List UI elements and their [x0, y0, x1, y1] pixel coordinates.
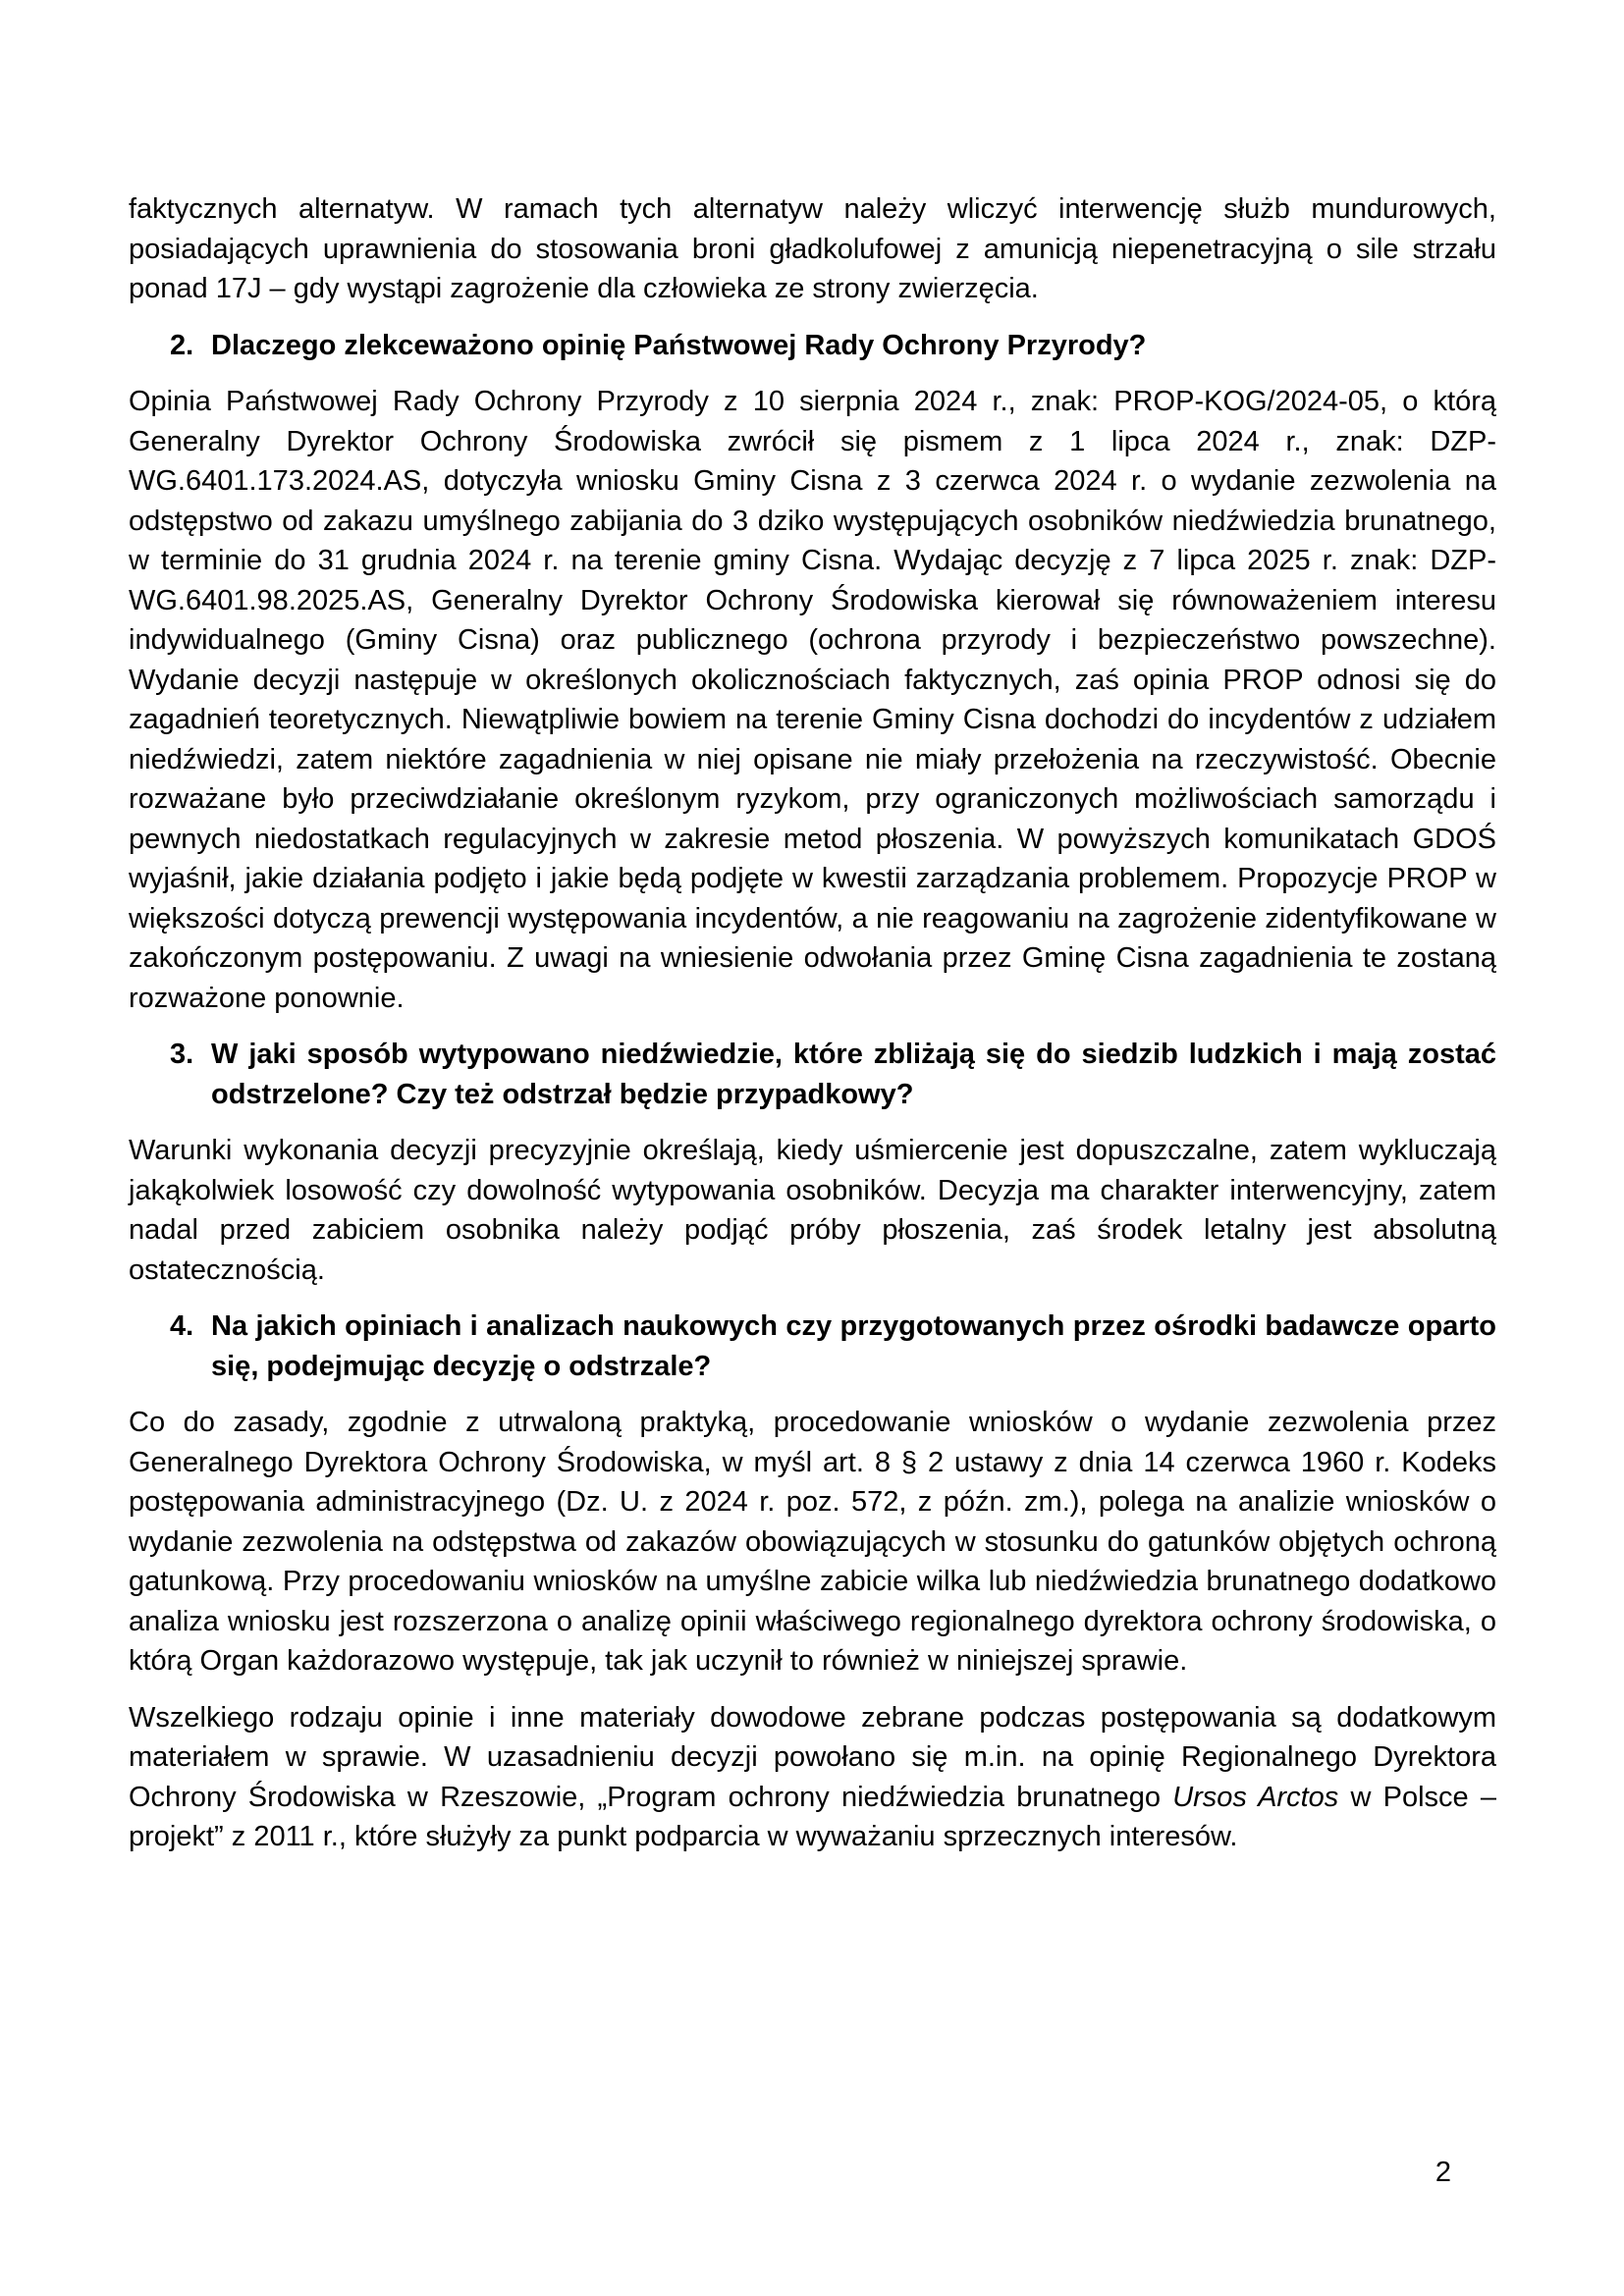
question-3-heading	[129, 1035, 1496, 1114]
answer-4-paragraph-2-after-italic: w Polsce – projekt” z 2011 r., które służyły za punkt podparcia w wyważaniu sprzecznych interesów.	[129, 1781, 1496, 1852]
question-2-number: 2.	[170, 329, 194, 361]
question-3-text: W jaki sposób wytypowano niedźwiedzie, które zbliżają się do siedzib ludzkich i mają zostać odstrzelone? Czy też odstrzał będzie przypadkowy?	[211, 1039, 1496, 1110]
question-2-text: Dlaczego zlekceważono opinię Państwowej Rady Ochrony Przyrody?	[211, 329, 1147, 361]
answer-4-paragraph-2-latin-species-name: Ursos Arctos	[1172, 1781, 1339, 1813]
question-4-heading	[129, 1307, 1496, 1386]
question-4-number: 4.	[170, 1310, 194, 1342]
answer-3-paragraph: Warunki wykonania decyzji precyzyjnie określają, kiedy uśmiercenie jest dopuszczalne, zatem wykluczają jakąkolwiek losowość czy dowolność wytypowania osobników. Decyzja ma charakter interwencyjny, zatem nadal przed zabiciem osobnika należy podjąć próby płoszenia, zaś środek letalny jest absolutną ostatecznością.	[129, 1135, 1496, 1286]
page-number: 2	[1435, 2157, 1451, 2188]
question-2-heading	[129, 326, 1496, 366]
answer-4-paragraph-2	[129, 1698, 1496, 1857]
question-4-text: Na jakich opiniach i analizach naukowych czy przygotowanych przez ośrodki badawcze oparto się, podejmując decyzję o odstrzale?	[211, 1310, 1496, 1382]
intro-paragraph: faktycznych alternatyw. W ramach tych alternatyw należy wliczyć interwencję służb mundurowych, posiadających uprawnienia do stosowania broni gładkolufowej z amunicją niepenetracyjną o sile strzału ponad 17J – gdy wystąpi zagrożenie dla człowieka ze strony zwierzęcia.	[129, 193, 1496, 304]
answer-2-paragraph: Opinia Państwowej Rady Ochrony Przyrody z 10 sierpnia 2024 r., znak: PROP-KOG/2024-05, o którą Generalny Dyrektor Ochrony Środowiska zwrócił się pismem z 1 lipca 2024 r., znak: DZP-WG.6401.173.2024.AS, dotyczyła wniosku Gminy Cisna z 3 czerwca 2024 r. o wydanie zezwolenia na odstępstwo od zakazu umyślnego zabijania do 3 dziko występujących osobników niedźwiedzia brunatnego, w terminie do 31 grudnia 2024 r. na terenie gminy Cisna. Wydając decyzję z 7 lipca 2025 r. znak: DZP-WG.6401.98.2025.AS, Generalny Dyrektor Ochrony Środowiska kierował się równoważeniem interesu indywidualnego (Gminy Cisna) oraz publicznego (ochrona przyrody i bezpieczeństwo powszechne). Wydanie decyzji następuje w określonych okolicznościach faktycznych, zaś opinia PROP odnosi się do zagadnień teoretycznych. Niewątpliwie bowiem na terenie Gminy Cisna dochodzi do incydentów z udziałem niedźwiedzi, zatem niektóre zagadnienia w niej opisane nie miały przełożenia na rzeczywistość. Obecnie rozważane było przeciwdziałanie określonym ryzykom, przy ograniczonych możliwościach samorządu i pewnych niedostatkach regulacyjnych w zakresie metod płoszenia. W powyższych komunikatach GDOŚ wyjaśnił, jakie działania podjęto i jakie będą podjęte w kwestii zarządzania problemem. Propozycje PROP w większości dotyczą prewencji występowania incydentów, a nie reagowaniu na zagrożenie zidentyfikowane w zakończonym postępowaniu. Z uwagi na wniesienie odwołania przez Gminę Cisna zagadnienia te zostaną rozważone ponownie.	[129, 386, 1496, 1014]
answer-4-paragraph-1: Co do zasady, zgodnie z utrwaloną praktyką, procedowanie wniosków o wydanie zezwolenia przez Generalnego Dyrektora Ochrony Środowiska, w myśl art. 8 § 2 ustawy z dnia 14 czerwca 1960 r. Kodeks postępowania administracyjnego (Dz. U. z 2024 r. poz. 572, z późn. zm.), polega na analizie wniosków o wydanie zezwolenia na odstępstwa od zakazów obowiązujących w stosunku do gatunków objętych ochroną gatunkową. Przy procedowaniu wniosków na umyślne zabicie wilka lub niedźwiedzia brunatnego dodatkowo analiza wniosku jest rozszerzona o analizę opinii właściwego regionalnego dyrektora ochrony środowiska, o którą Organ każdorazowo występuje, tak jak uczynił to również w niniejszej sprawie.	[129, 1407, 1496, 1677]
question-3-number: 3.	[170, 1039, 194, 1070]
answer-4-paragraph-2-before-italic: Wszelkiego rodzaju opinie i inne materiały dowodowe zebrane podczas postępowania są dodatkowym materiałem w sprawie. W uzasadnieniu decyzji powołano się m.in. na opinię Regionalnego Dyrektora Ochrony Środowiska w Rzeszowie, „Program ochrony niedźwiedzia brunatnego	[129, 1701, 1496, 1813]
